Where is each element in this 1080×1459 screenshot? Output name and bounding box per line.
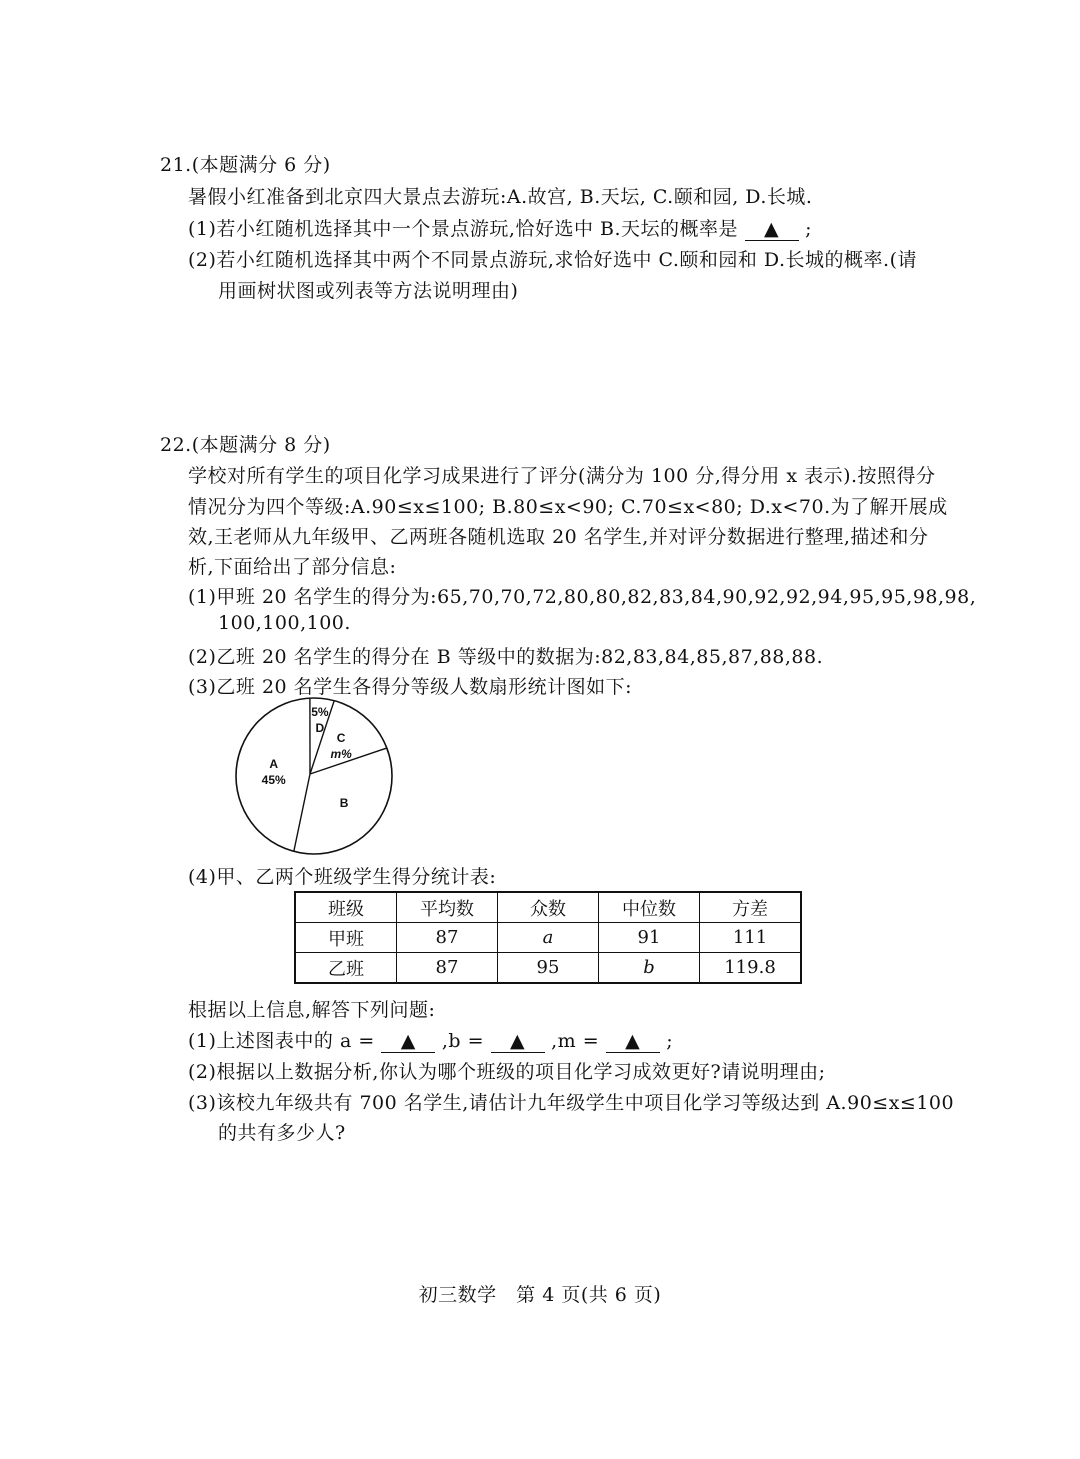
table-row (295, 923, 801, 953)
table-row (295, 953, 801, 984)
table-header: 班级 (295, 892, 397, 923)
q22-ask1 (188, 1026, 673, 1053)
table-cell: 111 (700, 923, 802, 953)
ask1-m-label: ,m = (551, 1030, 600, 1052)
answer-blank: ▲ (745, 218, 799, 241)
table-cell: 95 (498, 953, 599, 984)
q22-info2: (2)乙班 20 名学生的得分在 B 等级中的数据为:82,83,84,85,87,88,88. (188, 646, 824, 668)
pie-outline (236, 698, 392, 854)
table-cell: 119.8 (700, 953, 802, 984)
table-header: 中位数 (599, 892, 700, 923)
q21-part2-line2: 用画树状图或列表等方法说明理由) (218, 280, 519, 302)
table-cell: b (599, 953, 700, 984)
q22-intro-line4: 析,下面给出了部分信息: (188, 556, 397, 578)
table-header: 方差 (700, 892, 802, 923)
q22-info1-line2: 100,100,100. (218, 612, 351, 634)
pie-slice-a-edge (294, 774, 310, 851)
q21-part1-end: ; (805, 218, 812, 240)
table-header-row (295, 892, 801, 923)
answer-blank: ▲ (606, 1030, 660, 1053)
answer-blank: ▲ (381, 1030, 435, 1053)
pie-label-a: A (269, 756, 278, 771)
q22-info4: (4)甲、乙两个班级学生得分统计表: (188, 866, 497, 888)
q22-intro-line2: 情况分为四个等级:A.90≤x≤100; B.80≤x<90; C.70≤x<80; D.x<70.为了解开展成 (188, 496, 948, 518)
pie-label-c: C (336, 730, 346, 745)
table-cell: a (498, 923, 599, 953)
answer-blank: ▲ (491, 1030, 545, 1053)
table-header: 平均数 (397, 892, 498, 923)
q22-info1-line1: (1)甲班 20 名学生的得分为:65,70,70,72,80,80,82,83,84,90,92,92,94,95,95,98,98, (188, 586, 977, 608)
q21-part1-text: (1)若小红随机选择其中一个景点游玩,恰好选中 B.天坛的概率是 (188, 218, 738, 240)
q22-ask-heading: 根据以上信息,解答下列问题: (188, 999, 436, 1021)
q21-intro: 暑假小红准备到北京四大景点去游玩:A.故宫, B.天坛, C.颐和园, D.长城. (188, 186, 813, 208)
ask1-end: ; (666, 1030, 674, 1052)
q22-ask3-line2: 的共有多少人? (218, 1122, 346, 1144)
table-cell: 91 (599, 923, 700, 953)
stats-table (294, 891, 802, 984)
ask1-b-label: ,b = (441, 1030, 485, 1052)
q22-intro-line1: 学校对所有学生的项目化学习成果进行了评分(满分为 100 分,得分用 x 表示).按照得分 (188, 465, 936, 487)
q21-part1 (188, 214, 812, 241)
table-cell: 87 (397, 953, 498, 984)
q22-ask2: (2)根据以上数据分析,你认为哪个班级的项目化学习成效更好?请说明理由; (188, 1061, 826, 1083)
pie-category-d: D (315, 721, 325, 736)
pie-label-d: 5% (311, 705, 329, 720)
table-cell: 甲班 (295, 923, 397, 953)
table-cell: 乙班 (295, 953, 397, 984)
table-cell: 87 (397, 923, 498, 953)
q22-info3: (3)乙班 20 名学生各得分等级人数扇形统计图如下: (188, 676, 633, 698)
ask1-a-label: (1)上述图表中的 a = (188, 1030, 375, 1052)
q22-heading: 22.(本题满分 8 分) (160, 434, 331, 456)
q22-ask3-line1: (3)该校九年级共有 700 名学生,请估计九年级学生中项目化学习等级达到 A.90≤x≤100 (188, 1092, 955, 1114)
page-footer: 初三数学 第 4 页(共 6 页) (418, 1284, 662, 1306)
q21-part2-line1: (2)若小红随机选择其中两个不同景点游玩,求恰好选中 C.颐和园和 D.长城的概率.(请 (188, 249, 917, 271)
pie-value-c: m% (330, 746, 352, 761)
table-header: 众数 (498, 892, 599, 923)
pie-value-a: 45% (261, 772, 286, 787)
q22-intro-line3: 效,王老师从九年级甲、乙两班各随机选取 20 名学生,并对评分数据进行整理,描述和分 (188, 526, 929, 548)
pie-chart (226, 696, 406, 856)
q21-heading: 21.(本题满分 6 分) (160, 154, 331, 176)
pie-label-b: B (339, 796, 349, 811)
